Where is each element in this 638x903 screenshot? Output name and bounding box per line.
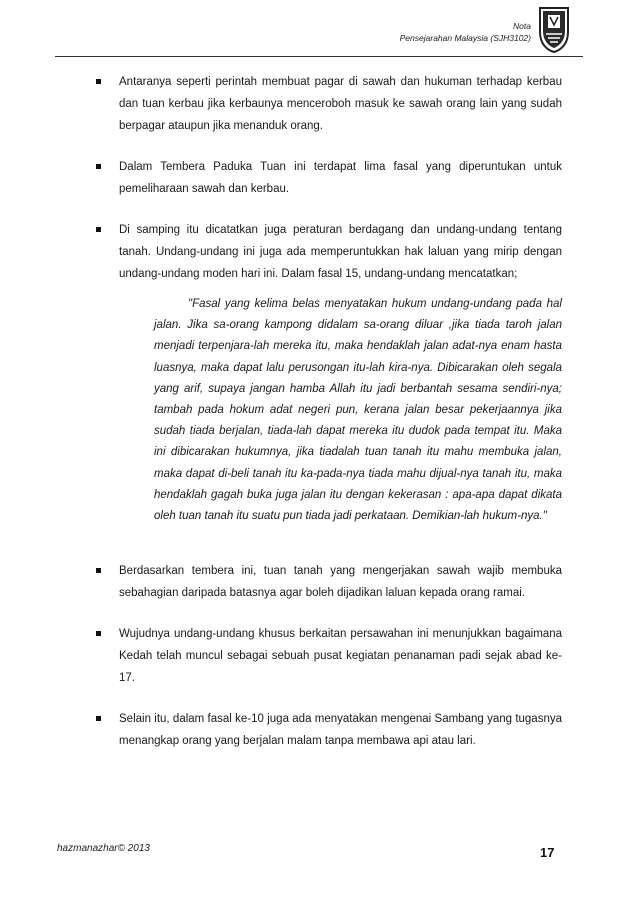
square-bullet-icon xyxy=(96,716,101,721)
bullet-item xyxy=(92,156,562,200)
bullet-item xyxy=(92,560,562,604)
square-bullet-icon xyxy=(96,79,101,84)
header-rule xyxy=(55,56,583,57)
institution-crest-icon xyxy=(536,4,572,54)
header-line-1: Nota xyxy=(513,21,531,31)
square-bullet-icon xyxy=(96,568,101,573)
bullet-text: Selain itu, dalam fasal ke-10 juga ada menyatakan mengenai Sambang yang tugasnya menangkap orang yang berjalan malam tanpa membawa api atau lari. xyxy=(119,713,562,748)
page-number: 17 xyxy=(540,845,555,860)
footer-copyright: hazmanazhar© 2013 xyxy=(57,843,150,854)
header-line-2: Pensejarahan Malaysia (SJH3102) xyxy=(399,33,531,43)
bullet-item xyxy=(92,708,562,752)
header-text xyxy=(400,20,531,44)
bullet-item xyxy=(92,219,562,285)
square-bullet-icon xyxy=(96,631,101,636)
bullet-text: Antaranya seperti perintah membuat pagar di sawah dan hukuman terhadap kerbau dan tuan kerbau jika kerbaunya menceroboh masuk ke sawah orang lain yang sudah berpagar ataupun jika menanduk orang. xyxy=(119,76,562,132)
document-body xyxy=(92,64,562,771)
bullet-text: Dalam Tembera Paduka Tuan ini terdapat lima fasal yang diperuntukan untuk pemeliharaan sawah dan kerbau. xyxy=(119,161,562,195)
bullet-text: Wujudnya undang-undang khusus berkaitan persawahan ini menunjukkan bagaimana Kedah telah muncul sebagai sebuah pusat kegiatan penanaman padi sejak abad ke-17. xyxy=(119,628,562,685)
bullet-item xyxy=(92,71,562,137)
bullet-text: Berdasarkan tembera ini, tuan tanah yang mengerjakan sawah wajib membuka sebahagian daripada batasnya agar boleh dijadikan laluan kepada orang ramai. xyxy=(119,565,562,600)
bullet-text: Di samping itu dicatatkan juga peraturan berdagang dan undang-undang tentang tanah. Undang-undang ini juga ada memperuntukkan hak laluan yang mirip dengan undang-undang moden hari ini. Dalam fasal 15, undang-undang mencatatkan; xyxy=(119,224,562,280)
legal-quote: "Fasal yang kelima belas menyatakan hukum undang-undang pada hal jalan. Jika sa-orang kampong didalam sa-orang diluar ,jika tiada taroh jalan menjadi terpenjara-lah mereka itu, maka hendaklah jalan adat-nya enam hasta luasnya, maka dapat lalu perusongan itu-lah kira-nya. Dibicarakan oleh segala yang arif, supaya jangan hamba Allah itu jadi berbantah sesama sendiri-nya; tambah pada hokum adat negeri pun, kerana jalan besar pekerjaannya jika sudah tiada berjalan, tiada-lah dapat mereka itu dudok pada tempat itu. Maka ini dibicarakan hukumnya, jika tiadalah tuan tanah itu mahu membuka jalan, maka dapat di-beli tanah itu ka-pada-nya tiada mahu dijual-nya tanah itu, maka hendaklah gagah buka juga jalan itu dengan kekerasan : apa-apa dapat dikata oleh tuan tanah itu suatu pun tiada jadi perkataan. Demikian-lah hukum-nya." xyxy=(154,298,562,523)
square-bullet-icon xyxy=(96,164,101,169)
square-bullet-icon xyxy=(96,227,101,232)
bullet-item xyxy=(92,623,562,689)
